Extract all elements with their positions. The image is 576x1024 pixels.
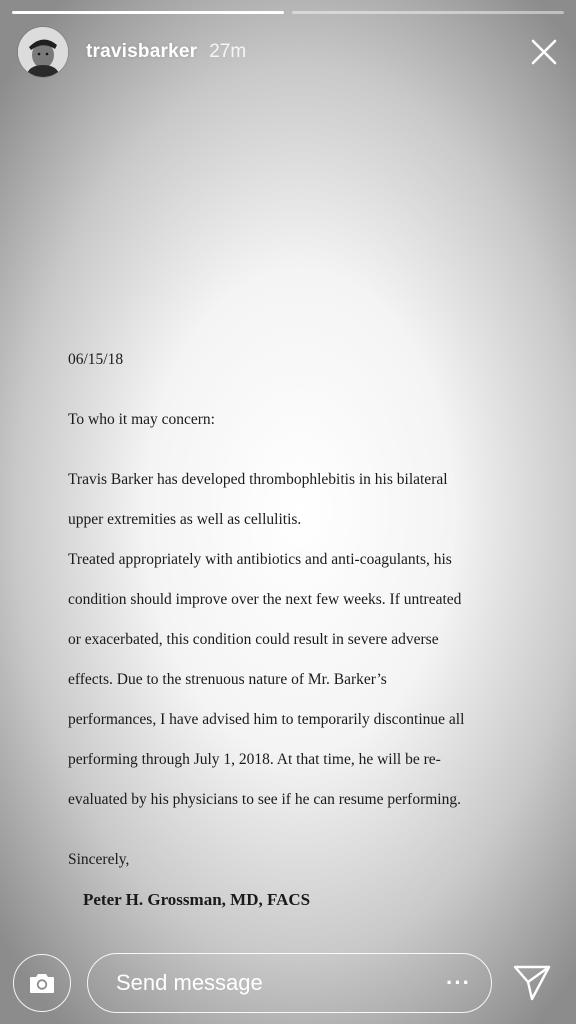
message-placeholder: Send message	[116, 970, 263, 995]
story-progress-bar	[12, 11, 564, 14]
close-button[interactable]	[526, 34, 562, 70]
letter-date: 06/15/18	[68, 351, 124, 368]
progress-fill	[12, 11, 284, 14]
letter-line: Treated appropriately with antibiotics and anti-coagulants, his	[68, 551, 452, 568]
avatar[interactable]	[18, 27, 68, 77]
letter-closing: Sincerely,	[68, 851, 130, 868]
letter-line: evaluated by his physicians to see if he can resume performing.	[68, 791, 461, 808]
letter-line: condition should improve over the next few weeks. If untreated	[68, 591, 462, 608]
letter-body	[68, 450, 518, 830]
send-button[interactable]	[510, 962, 554, 1004]
camera-button[interactable]	[13, 954, 71, 1012]
letter-signature: Peter H. Grossman, MD, FACS	[83, 890, 311, 909]
letter-line: upper extremities as well as cellulitis.	[68, 511, 302, 528]
message-composer	[0, 950, 576, 1012]
more-icon[interactable]: ···	[446, 970, 471, 995]
letter-line: or exacerbated, this condition could result in severe adverse	[68, 631, 439, 648]
avatar-image	[18, 27, 68, 77]
send-message-input[interactable]	[87, 953, 492, 1013]
letter-salutation: To who it may concern:	[68, 411, 215, 428]
story-header	[18, 26, 562, 78]
close-icon	[531, 39, 557, 65]
username[interactable]: travisbarker	[86, 41, 198, 62]
letter-line: Travis Barker has developed thrombophlebitis in his bilateral	[68, 471, 448, 488]
doctor-letter	[68, 350, 518, 910]
story-time: 27m	[209, 41, 247, 62]
send-icon	[512, 964, 552, 1002]
letter-line: performances, I have advised him to temporarily discontinue all	[68, 711, 465, 728]
letter-line: effects. Due to the strenuous nature of Mr. Barker’s	[68, 671, 387, 688]
progress-segment	[292, 11, 564, 14]
letter-line: performing through July 1, 2018. At that time, he will be re-	[68, 751, 441, 768]
progress-segment	[12, 11, 284, 14]
camera-icon	[28, 971, 56, 995]
